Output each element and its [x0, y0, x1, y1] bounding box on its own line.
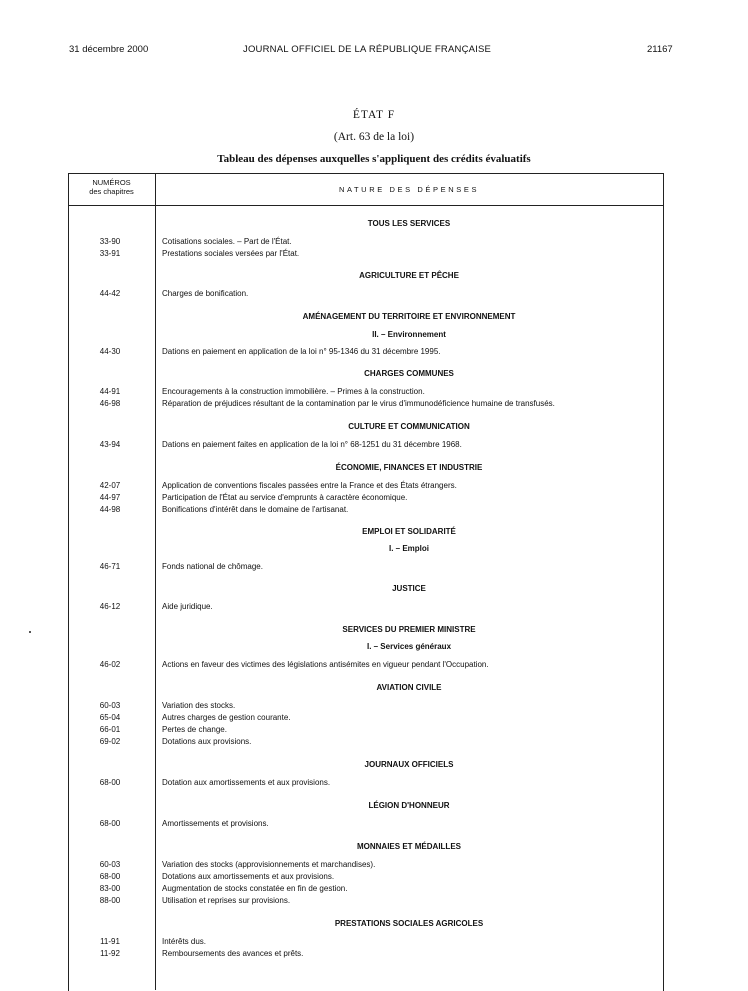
- expense-nature: Variation des stocks.: [162, 701, 236, 710]
- expense-nature: Cotisations sociales. – Part de l'État.: [162, 237, 292, 246]
- chapter-number: 46-98: [99, 399, 121, 408]
- expense-nature: Réparation de préjudices résultant de la contamination par le virus d'immunodéficience humaine de transfusés.: [162, 399, 555, 408]
- chapter-number: 11-92: [100, 949, 120, 958]
- chapter-number: 88-00: [99, 896, 121, 905]
- section-subheading: II. – Environnement: [372, 330, 446, 339]
- header-journal-title: JOURNAL OFFICIEL DE LA RÉPUBLIQUE FRANÇAISE: [243, 44, 492, 55]
- expense-nature: Dotations aux provisions.: [162, 737, 252, 746]
- chapter-number: 69-02: [99, 737, 121, 746]
- expense-nature: Prestations sociales versées par l'État.: [162, 249, 300, 258]
- section-heading: JOURNAUX OFFICIELS: [364, 760, 454, 769]
- chapter-number: 60-03: [99, 701, 121, 710]
- section-subheading: I. – Emploi: [388, 544, 429, 553]
- section-heading: LÉGION D'HONNEUR: [368, 801, 450, 810]
- column-header-nature: NATURE DES DÉPENSES: [338, 185, 480, 194]
- chapter-number: 83-00: [99, 884, 121, 893]
- chapter-number: 44-30: [99, 347, 121, 356]
- expense-nature: Dations en paiement en application de la loi n° 95-1346 du 31 décembre 1995.: [162, 347, 441, 356]
- expense-nature: Dotations aux amortissements et aux provisions.: [162, 872, 335, 881]
- expense-nature: Variation des stocks (approvisionnements et marchandises).: [162, 860, 376, 869]
- section-heading: ÉCONOMIE, FINANCES ET INDUSTRIE: [335, 463, 483, 472]
- chapter-number: 68-00: [99, 872, 121, 881]
- expense-nature: Encouragements à la construction immobilière. – Primes à la construction.: [162, 387, 425, 396]
- expense-nature: Aide juridique.: [162, 602, 213, 611]
- section-heading: CHARGES COMMUNES: [364, 369, 454, 378]
- column-header-numeros-line2: des chapitres: [89, 187, 134, 196]
- chapter-number: 44-42: [99, 289, 121, 298]
- expense-nature: Utilisation et reprises sur provisions.: [162, 896, 291, 905]
- chapter-number: 46-71: [99, 562, 121, 571]
- expense-nature: Fonds national de chômage.: [162, 562, 263, 571]
- table-header-divider: [68, 205, 663, 206]
- chapter-number: 46-12: [99, 602, 121, 611]
- chapter-number: 42-07: [99, 481, 121, 490]
- expense-nature: Application de conventions fiscales passées entre la France et des États étrangers.: [162, 481, 457, 490]
- header-page-number: 21167: [647, 44, 673, 55]
- table-title: Tableau des dépenses auxquelles s'appliquent des crédits évaluatifs: [217, 153, 531, 165]
- section-heading: AGRICULTURE ET PÊCHE: [359, 271, 459, 280]
- etat-title: ÉTAT F: [352, 109, 396, 121]
- chapter-number: 33-91: [99, 249, 121, 258]
- chapter-number: 44-98: [99, 505, 121, 514]
- section-heading: PRESTATIONS SOCIALES AGRICOLES: [334, 919, 484, 928]
- section-heading: SERVICES DU PREMIER MINISTRE: [342, 625, 476, 634]
- section-heading: AMÉNAGEMENT DU TERRITOIRE ET ENVIRONNEMENT: [302, 312, 516, 321]
- chapter-number: 33-90: [99, 237, 121, 246]
- chapter-number: 46-02: [99, 660, 121, 669]
- section-heading: CULTURE ET COMMUNICATION: [348, 422, 470, 431]
- expense-nature: Pertes de change.: [162, 725, 227, 734]
- chapter-number: 44-97: [99, 493, 121, 502]
- section-heading: JUSTICE: [392, 584, 426, 593]
- column-header-numeros-line1: NUMÉROS: [92, 178, 131, 187]
- expense-nature: Remboursements des avances et prêts.: [162, 949, 304, 958]
- expense-nature: Actions en faveur des victimes des législations antisémites en vigueur pendant l'Occupation.: [162, 660, 489, 669]
- section-heading: EMPLOI ET SOLIDARITÉ: [362, 527, 456, 536]
- expense-nature: Dotation aux amortissements et aux provisions.: [162, 778, 331, 787]
- expense-nature: Participation de l'État au service d'emprunts à caractère économique.: [162, 493, 408, 502]
- column-header-numeros: [68, 178, 155, 196]
- expense-nature: Charges de bonification.: [162, 289, 249, 298]
- chapter-number: 65-04: [99, 713, 121, 722]
- chapter-number: 68-00: [99, 778, 121, 787]
- chapter-number: 11-91: [100, 937, 120, 946]
- expense-nature: Amortissements et provisions.: [162, 819, 269, 828]
- expense-nature: Augmentation de stocks constatée en fin de gestion.: [162, 884, 348, 893]
- chapter-number: 44-91: [99, 387, 121, 396]
- margin-speck: [29, 631, 31, 633]
- section-heading: AVIATION CIVILE: [376, 683, 442, 692]
- chapter-number: 68-00: [99, 819, 121, 828]
- expense-nature: Autres charges de gestion courante.: [162, 713, 291, 722]
- section-heading: TOUS LES SERVICES: [367, 219, 451, 228]
- chapter-number: 43-94: [99, 440, 121, 449]
- section-heading: MONNAIES ET MÉDAILLES: [356, 842, 461, 851]
- expense-nature: Intérêts dus.: [162, 937, 207, 946]
- chapter-number: 60-03: [99, 860, 121, 869]
- expense-nature: Dations en paiement faites en application de la loi n° 68-1251 du 31 décembre 1968.: [162, 440, 462, 449]
- table-column-divider: [155, 173, 156, 990]
- article-reference: (Art. 63 de la loi): [333, 131, 415, 143]
- section-subheading: I. – Services généraux: [366, 642, 452, 651]
- header-date: 31 décembre 2000: [69, 44, 149, 55]
- expense-nature: Bonifications d'intérêt dans le domaine de l'artisanat.: [162, 505, 349, 514]
- chapter-number: 66-01: [99, 725, 121, 734]
